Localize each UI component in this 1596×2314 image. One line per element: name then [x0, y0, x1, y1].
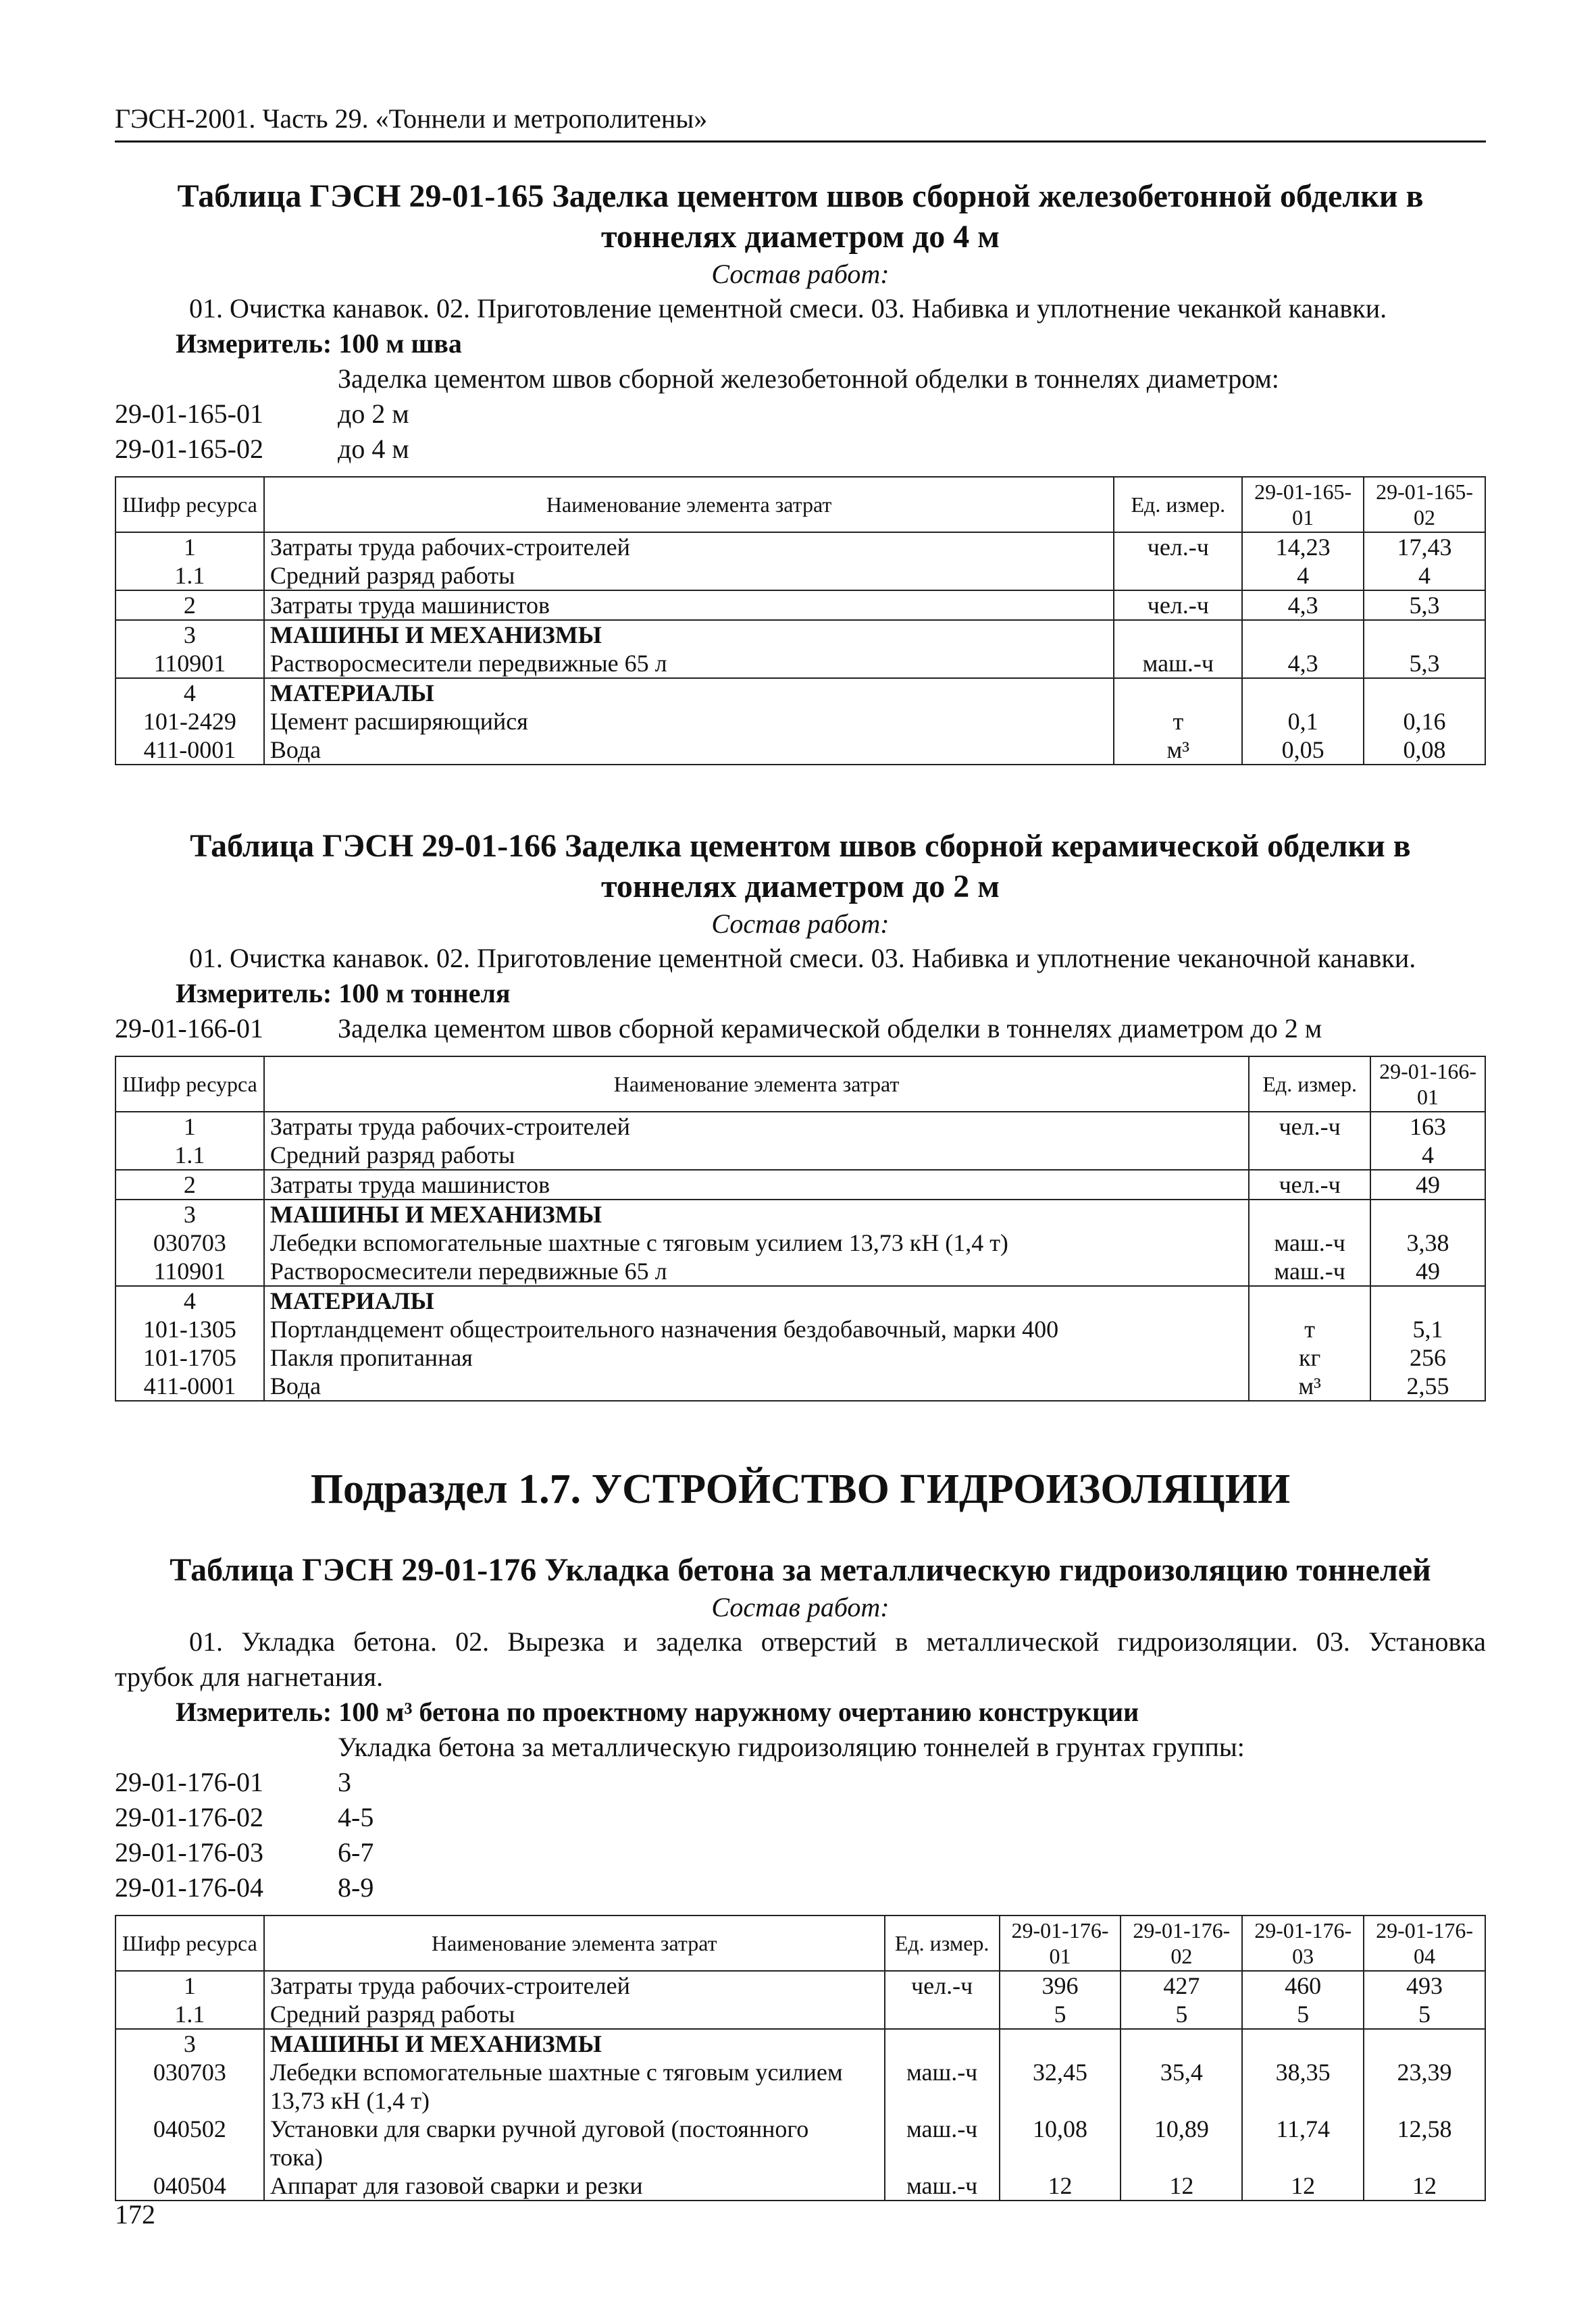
table-header-row: [115, 477, 1485, 532]
value-cell-line: 49: [1416, 1171, 1441, 1198]
resource-code-cell-line: 101-1705: [143, 1344, 236, 1371]
value-cell-line: 427: [1163, 1972, 1200, 1999]
table-row-group: [115, 1200, 1485, 1286]
value-cell: [1242, 2029, 1364, 2201]
cost-element-cell-line: Затраты труда рабочих-строителей: [269, 1113, 630, 1140]
norm-code: 29-01-166-01: [115, 1013, 263, 1044]
unit-cell: [1114, 532, 1242, 590]
subsection-heading: Подраздел 1.7. УСТРОЙСТВО ГИДРОИЗОЛЯЦИИ: [310, 1466, 1291, 1512]
resource-code-cell-line: 030703: [153, 1229, 226, 1256]
value-cell: [1364, 2029, 1485, 2201]
header-norm-column: 29-01-176-01: [1000, 1916, 1121, 1971]
unit-cell: [1249, 1112, 1370, 1170]
header-norm-column: 29-01-176-04: [1364, 1916, 1485, 1971]
cost-element-cell-line: Средний разряд работы: [269, 1141, 515, 1168]
unit-cell-line: [885, 2143, 999, 2171]
value-cell-line: [1243, 621, 1363, 649]
unit-cell-line: маш.-ч: [1274, 1258, 1345, 1285]
norm-code-list: [115, 1765, 1486, 1905]
resource-code-cell: [115, 1200, 264, 1286]
table-165-section: [115, 176, 1486, 765]
unit-cell-line: [1114, 679, 1241, 707]
value-cell: [1000, 2029, 1121, 2201]
codes-intro: Заделка цементом швов сборной железобетонной обделки в тоннелях диаметром:: [338, 363, 1279, 394]
unit-cell-line: маш.-ч: [1274, 1229, 1345, 1256]
norm-code-value: Заделка цементом швов сборной керамической обделки в тоннелях диаметром до 2 м: [338, 1013, 1322, 1044]
value-cell-line: 38,35: [1275, 2059, 1331, 2086]
norm-code-list: [115, 1011, 1486, 1046]
value-cell: [1364, 678, 1485, 765]
unit-cell: [885, 1971, 1000, 2029]
cost-element-cell: [264, 590, 1114, 620]
value-cell-line: 493: [1406, 1972, 1443, 1999]
value-cell: [1370, 1170, 1485, 1200]
norm-code-value: 3: [338, 1767, 351, 1797]
unit-cell: [1249, 1170, 1370, 1200]
resource-code-cell: [115, 2029, 264, 2201]
table-row-group: [115, 532, 1485, 590]
norm-code-row: [115, 1765, 1486, 1800]
resource-code-cell-line: 4: [183, 1287, 196, 1314]
table-row-group: [115, 1286, 1485, 1401]
table-row-group: [115, 678, 1485, 765]
cost-element-cell-line: Затраты труда рабочих-строителей: [269, 534, 630, 561]
value-cell-line: 32,45: [1032, 2059, 1087, 2086]
value-cell: [1242, 590, 1364, 620]
cost-element-cell: [264, 678, 1114, 765]
unit-cell-line: м³: [1166, 736, 1190, 763]
value-cell: [1242, 1971, 1364, 2029]
unit-cell-line: [1250, 1200, 1370, 1229]
value-cell-line: 5: [1175, 2001, 1188, 2028]
value-cell-line: [1121, 2143, 1241, 2171]
resource-code-cell: [115, 532, 264, 590]
cost-element-cell-line: Лебедки вспомогательные шахтные с тяговым усилием: [269, 2059, 843, 2086]
value-cell-line: [1000, 2143, 1121, 2171]
work-composition-text-1: 01. Укладка бетона. 02. Вырезка и заделка отверстий в металлической гидроизоляции. 03. Установка: [189, 1626, 1486, 1657]
value-cell-line: 12: [1048, 2172, 1073, 2199]
table-row-group: [115, 1971, 1485, 2029]
unit-cell: [1249, 1200, 1370, 1286]
cost-element-cell-line: Средний разряд работы: [269, 562, 515, 589]
table-row-group: [115, 590, 1485, 620]
cost-element-cell-line: МАШИНЫ И МЕХАНИЗМЫ: [269, 2030, 602, 2057]
value-cell-line: 4: [1297, 562, 1310, 589]
value-cell-line: [1243, 2086, 1363, 2115]
value-cell: [1242, 532, 1364, 590]
cost-element-cell-line: Лебедки вспомогательные шахтные с тяговым усилием 13,73 кН (1,4 т): [269, 1229, 1008, 1256]
cost-element-cell-line: МАШИНЫ И МЕХАНИЗМЫ: [269, 621, 602, 648]
resource-code-cell-line: 1: [183, 1113, 196, 1140]
value-cell-line: [1121, 2086, 1241, 2115]
cost-element-cell-line: Установки для сварки ручной дуговой (постоянного: [269, 2115, 809, 2142]
document-page: [115, 101, 1486, 2201]
value-cell: [1364, 620, 1485, 678]
cost-element-cell-line: Растворосмесители передвижные 65 л: [269, 650, 667, 677]
header-resource-code: Шифр ресурса: [115, 1056, 264, 1112]
resource-code-cell-line: 3: [183, 1201, 196, 1228]
cost-element-cell-line: Вода: [269, 1372, 321, 1399]
norm-code-value: 8-9: [338, 1872, 374, 1903]
resource-code-cell-line: 1: [183, 1972, 196, 1999]
header-cost-element: Наименование элемента затрат: [264, 477, 1114, 532]
resource-code-cell-line: 4: [183, 679, 196, 706]
norm-code-value: 6-7: [338, 1837, 374, 1868]
resource-code-cell-line: 411-0001: [143, 736, 236, 763]
unit-cell: [1249, 1286, 1370, 1401]
table-176-section: [115, 1550, 1486, 2201]
table-176-title: Таблица ГЭСН 29-01-176 Укладка бетона за металлическую гидроизоляцию тоннелей: [170, 1552, 1431, 1588]
value-cell-line: [1243, 2143, 1363, 2171]
unit-cell-line: маш.-ч: [906, 2059, 978, 2086]
value-cell-line: 0,16: [1403, 708, 1446, 735]
cost-element-cell-line: Пакля пропитанная: [269, 1344, 473, 1371]
unit-cell-line: чел.-ч: [1147, 592, 1209, 619]
value-cell-line: 49: [1416, 1258, 1441, 1285]
value-cell-line: 256: [1410, 1344, 1447, 1371]
value-cell: [1364, 590, 1485, 620]
value-cell: [1242, 678, 1364, 765]
table-header-row: [115, 1056, 1485, 1112]
resource-code-cell-line: [116, 2086, 263, 2115]
unit-cell-line: [1250, 1141, 1370, 1169]
table-row-group: [115, 2029, 1485, 2201]
header-unit: Ед. измер.: [1114, 477, 1242, 532]
measure-unit: Измеритель: 100 м тоннеля: [176, 978, 511, 1008]
unit-cell-line: [885, 2086, 999, 2115]
cost-element-cell: [264, 1170, 1249, 1200]
header-norm-column: 29-01-176-02: [1121, 1916, 1242, 1971]
value-cell-line: 35,4: [1160, 2059, 1203, 2086]
value-cell-line: 5,1: [1412, 1316, 1443, 1343]
value-cell-line: [1000, 2086, 1121, 2115]
resource-code-cell-line: 040502: [153, 2115, 226, 2142]
resource-code-cell-line: 411-0001: [143, 1372, 236, 1399]
unit-cell-line: м³: [1298, 1372, 1321, 1399]
table-row-group: [115, 1112, 1485, 1170]
value-cell: [1370, 1200, 1485, 1286]
unit-cell-line: [1114, 561, 1241, 590]
value-cell-line: [1364, 2086, 1485, 2115]
norm-table-165: [115, 476, 1486, 765]
norm-code: 29-01-176-03: [115, 1837, 263, 1868]
value-cell-line: 0,05: [1281, 736, 1324, 763]
unit-cell-line: т: [1304, 1316, 1316, 1343]
value-cell-line: 14,23: [1275, 534, 1331, 561]
norm-code-value: до 4 м: [338, 434, 409, 464]
resource-code-cell-line: 1.1: [174, 2001, 205, 2028]
value-cell-line: 12: [1291, 2172, 1316, 2199]
value-cell: [1121, 1971, 1242, 2029]
unit-cell-line: маш.-ч: [906, 2115, 978, 2142]
cost-element-cell-line: Растворосмесители передвижные 65 л: [269, 1258, 667, 1285]
table-165-title-1: Таблица ГЭСН 29-01-165 Заделка цементом швов сборной железобетонной обделки в: [177, 178, 1424, 214]
value-cell: [1364, 532, 1485, 590]
unit-cell-line: чел.-ч: [911, 1972, 973, 1999]
work-composition-label: Состав работ:: [711, 908, 890, 939]
value-cell-line: [1371, 1200, 1485, 1229]
resource-code-cell: [115, 1170, 264, 1200]
work-composition-text-2: трубок для нагнетания.: [115, 1662, 384, 1692]
value-cell-line: 5: [1418, 2001, 1431, 2028]
resource-code-cell-line: 3: [183, 2030, 196, 2057]
unit-cell-line: чел.-ч: [1279, 1171, 1341, 1198]
value-cell-line: 12,58: [1397, 2115, 1452, 2142]
unit-cell-line: т: [1173, 708, 1184, 735]
value-cell: [1370, 1286, 1485, 1401]
value-cell-line: 10,89: [1154, 2115, 1209, 2142]
table-166-section: [115, 826, 1486, 1402]
cost-element-cell-line: Затраты труда машинистов: [269, 592, 550, 619]
value-cell: [1121, 2029, 1242, 2201]
value-cell-line: 23,39: [1397, 2059, 1452, 2086]
unit-cell: [885, 2029, 1000, 2201]
norm-code: 29-01-176-01: [115, 1767, 263, 1797]
header-norm-column: 29-01-176-03: [1242, 1916, 1364, 1971]
value-cell-line: 163: [1410, 1113, 1447, 1140]
unit-cell: [1114, 590, 1242, 620]
resource-code-cell-line: 101-1305: [143, 1316, 236, 1343]
table-165-title-2: тоннелях диаметром до 4 м: [600, 219, 1000, 255]
value-cell-line: 12: [1412, 2172, 1437, 2199]
header-cost-element: Наименование элемента затрат: [264, 1056, 1249, 1112]
resource-code-cell-line: 110901: [153, 650, 226, 677]
value-cell-line: [1371, 1287, 1485, 1315]
cost-element-cell: [264, 532, 1114, 590]
resource-code-cell-line: 2: [183, 1171, 196, 1198]
cost-element-cell-line: Средний разряд работы: [269, 2001, 515, 2028]
cost-element-cell-line: МАШИНЫ И МЕХАНИЗМЫ: [269, 1201, 602, 1228]
value-cell-line: 11,74: [1276, 2115, 1330, 2142]
table-166-title-2: тоннелях диаметром до 2 м: [600, 869, 1000, 904]
value-cell-line: 17,43: [1397, 534, 1452, 561]
cost-element-cell-line: Аппарат для газовой сварки и резки: [269, 2172, 643, 2199]
resource-code-cell-line: 3: [183, 621, 196, 648]
cost-element-cell: [264, 1971, 885, 2029]
running-header: ГЭСН-2001. Часть 29. «Тоннели и метрополитены»: [115, 101, 1486, 143]
value-cell-line: 3,38: [1406, 1229, 1449, 1256]
norm-code: 29-01-165-01: [115, 398, 263, 429]
header-resource-code: Шифр ресурса: [115, 1916, 264, 1971]
unit-cell-line: кг: [1299, 1344, 1321, 1371]
value-cell-line: 10,08: [1032, 2115, 1087, 2142]
resource-code-cell-line: [116, 2143, 263, 2171]
cost-element-cell-line: МАТЕРИАЛЫ: [269, 679, 434, 706]
resource-code-cell-line: 1.1: [174, 1141, 205, 1168]
unit-cell-line: [885, 2000, 999, 2028]
cost-element-cell-line: тока): [269, 2144, 323, 2171]
unit-cell-line: [1250, 1287, 1370, 1315]
resource-code-cell-line: 1: [183, 534, 196, 561]
unit-cell-line: [1114, 621, 1241, 649]
unit-cell: [1114, 678, 1242, 765]
value-cell-line: [1121, 2030, 1241, 2058]
unit-cell-line: чел.-ч: [1279, 1113, 1341, 1140]
value-cell-line: 2,55: [1406, 1372, 1449, 1399]
norm-code: 29-01-176-04: [115, 1872, 263, 1903]
cost-element-cell: [264, 1200, 1249, 1286]
resource-code-cell: [115, 1112, 264, 1170]
resource-code-cell: [115, 1971, 264, 2029]
resource-code-cell-line: 030703: [153, 2059, 226, 2086]
value-cell-line: [1364, 2143, 1485, 2171]
work-composition-text: 01. Очистка канавок. 02. Приготовление цементной смеси. 03. Набивка и уплотнение чеканочной канавки.: [189, 943, 1416, 973]
value-cell-line: [1243, 2030, 1363, 2058]
value-cell-line: [1000, 2030, 1121, 2058]
table-header-row: [115, 1916, 1485, 1971]
value-cell-line: 396: [1041, 1972, 1079, 1999]
table-row-group: [115, 620, 1485, 678]
value-cell-line: 5: [1297, 2001, 1310, 2028]
norm-code-row: [115, 1800, 1486, 1835]
resource-code-cell: [115, 1286, 264, 1401]
cost-element-cell-line: Портландцемент общестроительного назначения бездобавочный, марки 400: [269, 1316, 1059, 1343]
norm-table-176: [115, 1915, 1486, 2201]
work-composition-text: 01. Очистка канавок. 02. Приготовление цементной смеси. 03. Набивка и уплотнение чеканкой канавки.: [189, 293, 1387, 324]
resource-code-cell-line: 101-2429: [143, 708, 236, 735]
norm-code-row: [115, 396, 1486, 432]
table-166-title-1: Таблица ГЭСН 29-01-166 Заделка цементом швов сборной керамической обделки в: [190, 828, 1411, 864]
norm-code-value: до 2 м: [338, 398, 409, 429]
value-cell-line: 5: [1054, 2001, 1066, 2028]
norm-code-row: [115, 1835, 1486, 1870]
header-norm-column: 29-01-165-02: [1364, 477, 1485, 532]
value-cell-line: [1364, 621, 1485, 649]
unit-cell: [1114, 620, 1242, 678]
norm-code-value: 4-5: [338, 1802, 374, 1832]
norm-table-166: [115, 1056, 1486, 1402]
value-cell: [1370, 1112, 1485, 1170]
resource-code-cell-line: 1.1: [174, 562, 205, 589]
resource-code-cell-line: 040504: [153, 2172, 226, 2199]
cost-element-cell-line: 13,73 кН (1,4 т): [269, 2087, 430, 2114]
value-cell-line: 0,08: [1403, 736, 1446, 763]
norm-code-row: [115, 432, 1486, 467]
value-cell-line: 4: [1418, 562, 1431, 589]
cost-element-cell: [264, 2029, 885, 2201]
value-cell: [1364, 1971, 1485, 2029]
measure-unit: Измеритель: 100 м шва: [176, 328, 462, 359]
cost-element-cell: [264, 1112, 1249, 1170]
cost-element-cell: [264, 1286, 1249, 1401]
value-cell-line: [1243, 679, 1363, 707]
value-cell: [1000, 1971, 1121, 2029]
value-cell-line: 4,3: [1287, 650, 1318, 677]
norm-code: 29-01-165-02: [115, 434, 263, 464]
norm-code: 29-01-176-02: [115, 1802, 263, 1832]
header-norm-column: 29-01-165-01: [1242, 477, 1364, 532]
header-norm-column: 29-01-166-01: [1370, 1056, 1485, 1112]
norm-code-row: [115, 1011, 1486, 1046]
resource-code-cell: [115, 620, 264, 678]
value-cell-line: 0,1: [1287, 708, 1318, 735]
resource-code-cell-line: 110901: [153, 1258, 226, 1285]
work-composition-label: Состав работ:: [711, 259, 890, 289]
value-cell: [1242, 620, 1364, 678]
resource-code-cell: [115, 590, 264, 620]
header-unit: Ед. измер.: [885, 1916, 1000, 1971]
header-resource-code: Шифр ресурса: [115, 477, 264, 532]
cost-element-cell-line: Затраты труда машинистов: [269, 1171, 550, 1198]
cost-element-cell-line: МАТЕРИАЛЫ: [269, 1287, 434, 1314]
value-cell-line: [1364, 2030, 1485, 2058]
resource-code-cell-line: 2: [183, 592, 196, 619]
value-cell-line: 460: [1285, 1972, 1322, 1999]
cost-element-cell-line: Цемент расширяющийся: [269, 708, 528, 735]
cost-element-cell-line: Вода: [269, 736, 321, 763]
unit-cell-line: чел.-ч: [1147, 534, 1209, 561]
codes-intro: Укладка бетона за металлическую гидроизоляцию тоннелей в грунтах группы:: [338, 1732, 1245, 1762]
page-number: 172: [115, 2199, 155, 2230]
value-cell-line: 4,3: [1287, 592, 1318, 619]
norm-code-row: [115, 1870, 1486, 1905]
unit-cell-line: маш.-ч: [1142, 650, 1214, 677]
work-composition-label: Состав работ:: [711, 1592, 890, 1622]
value-cell-line: 5,3: [1409, 592, 1440, 619]
cost-element-cell: [264, 620, 1114, 678]
table-row-group: [115, 1170, 1485, 1200]
header-cost-element: Наименование элемента затрат: [264, 1916, 885, 1971]
value-cell-line: 5,3: [1409, 650, 1440, 677]
measure-unit: Измеритель: 100 м³ бетона по проектному наружному очертанию конструкции: [176, 1697, 1139, 1727]
norm-code-list: [115, 396, 1486, 467]
unit-cell-line: [885, 2030, 999, 2058]
value-cell-line: 12: [1169, 2172, 1194, 2199]
unit-cell-line: маш.-ч: [906, 2172, 978, 2199]
value-cell-line: 4: [1422, 1141, 1435, 1168]
value-cell-line: [1364, 679, 1485, 707]
header-unit: Ед. измер.: [1249, 1056, 1370, 1112]
resource-code-cell: [115, 678, 264, 765]
cost-element-cell-line: Затраты труда рабочих-строителей: [269, 1972, 630, 1999]
